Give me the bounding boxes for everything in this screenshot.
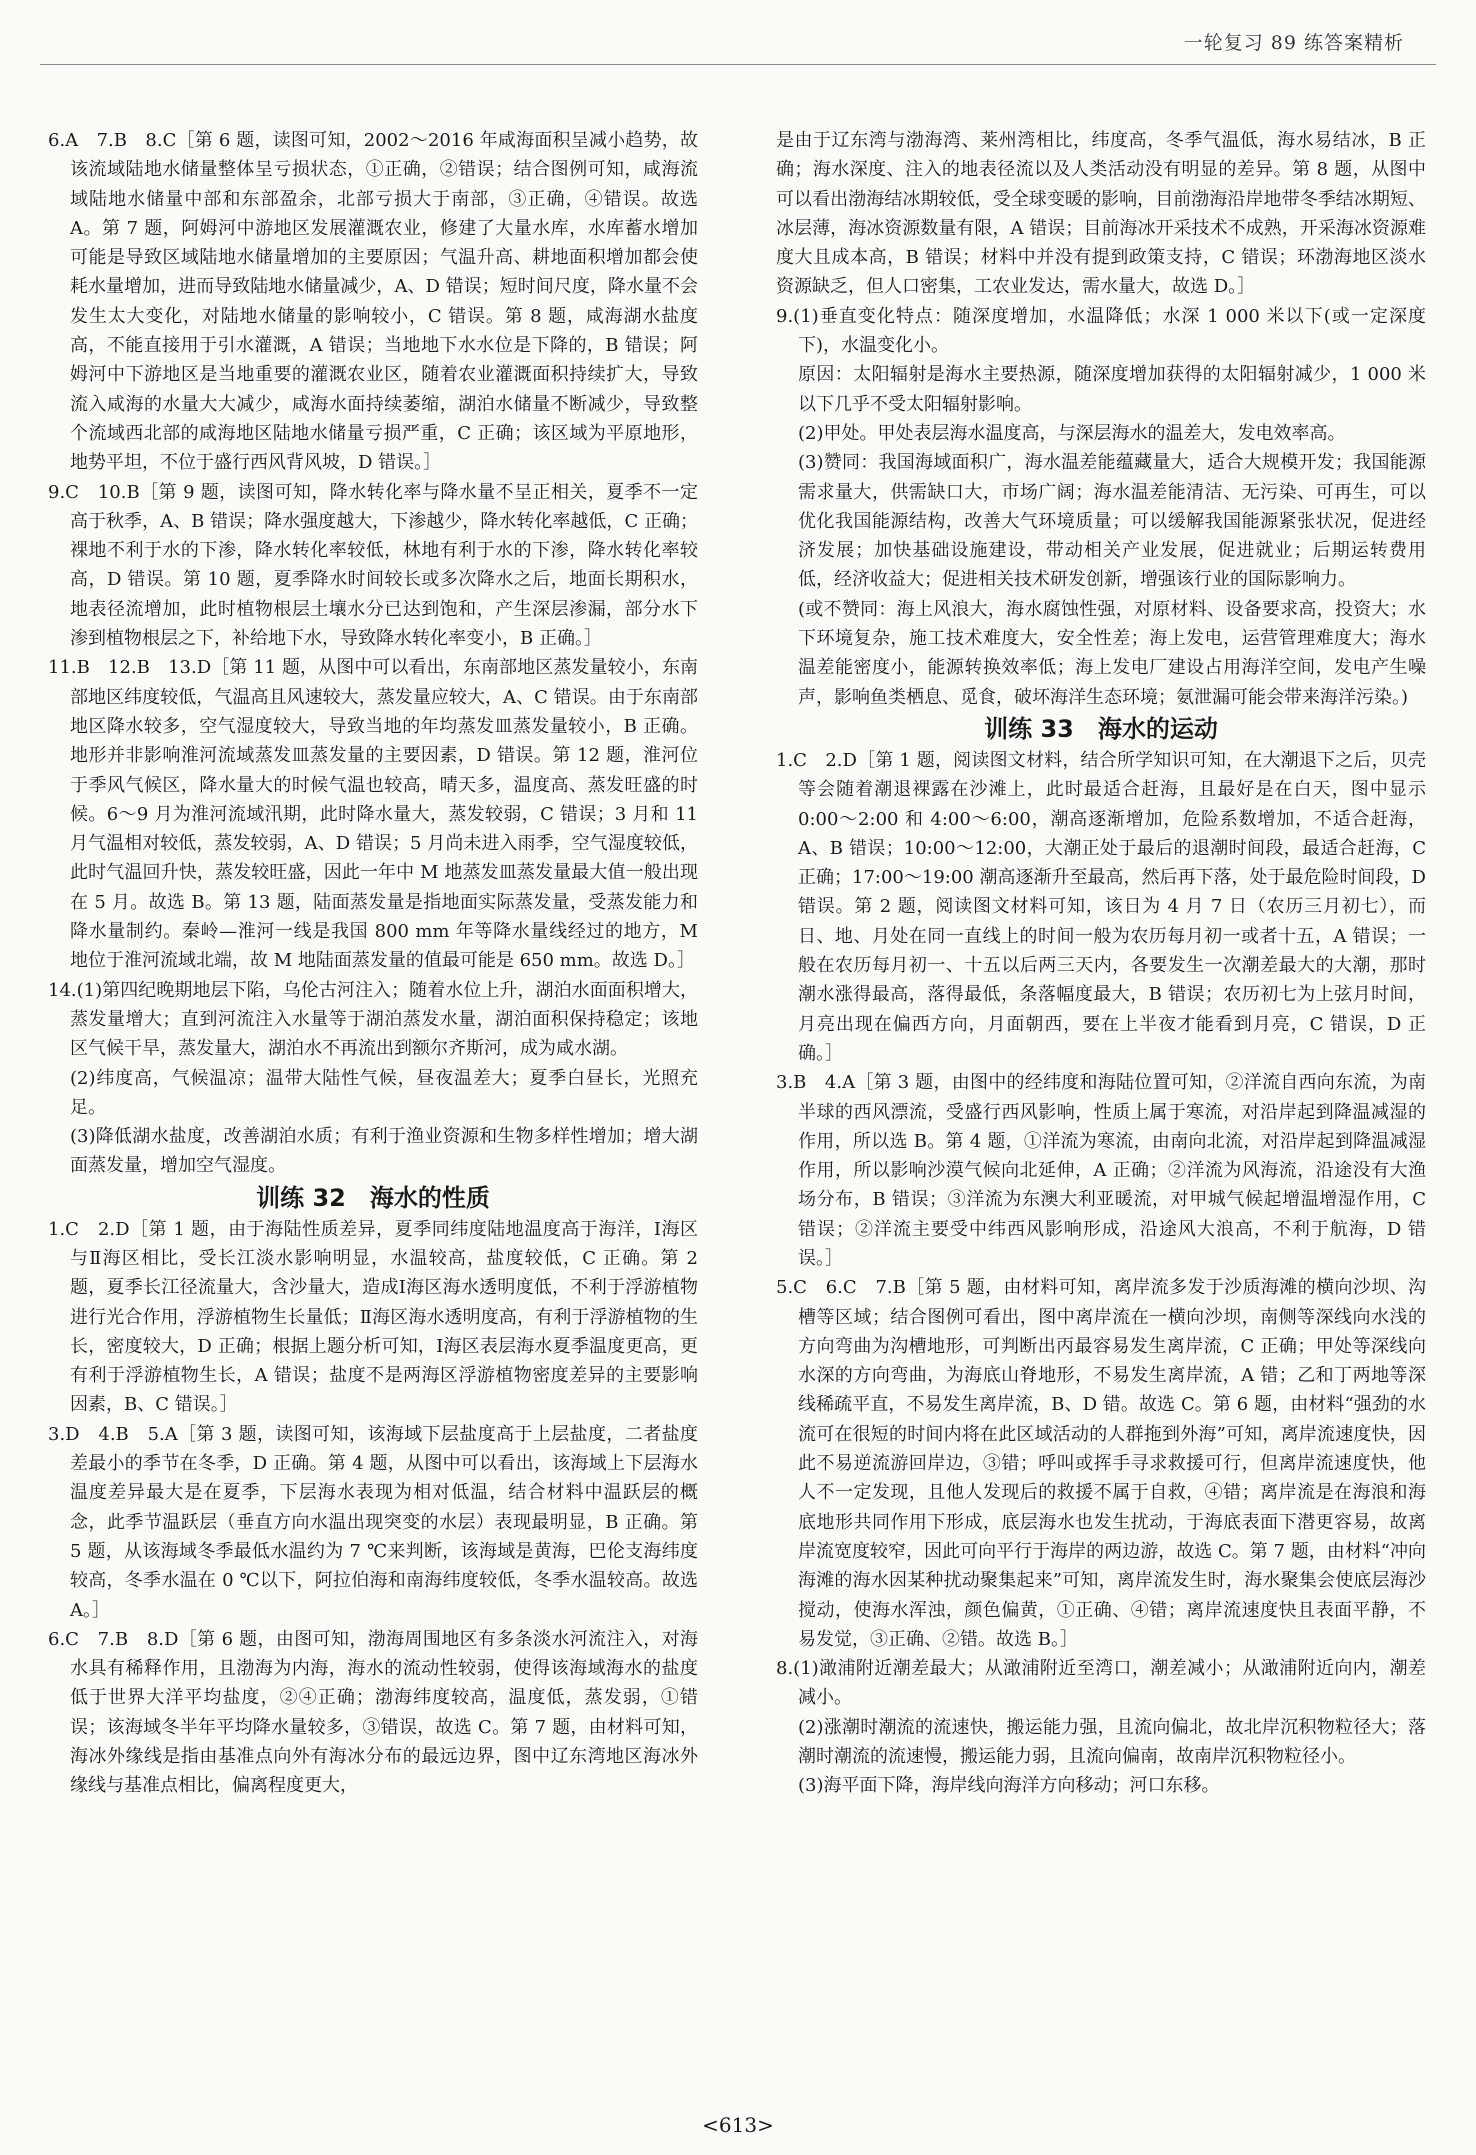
answer-14-part2: (2)纬度高，气候温凉；温带大陆性气候，昼夜温差大；夏季白昼长，光照充足。 [70, 1067, 698, 1118]
answer-32-9-reason: 原因：太阳辐射是海水主要热源，随深度增加获得的太阳辐射减少，1 000 米以下几乎不受太阳辐射影响。 [798, 364, 1426, 415]
answer-33-3-4: 3.B 4.A［第 3 题，由图中的经纬度和海陆位置可知，②洋流自西向东流，为南半球的西风漂流，受盛行西风影响，性质上属于寒流，对沿岸起到降温减湿的作用，所以选 B。第 4 题，①洋流为寒流，由南向北流，对沿岸起到降温减湿作用，所以影响沙漠气候向北延伸，A 正确；②洋流为风海流，沿途没有大渔场分布，B 错误；③洋流为东澳大利亚暖流，对甲城气候起增温增湿作用，C 错误；②洋流主要受中纬西风影响形成，沿途风大浪高，不利于航海，D 错误。］ [776, 1072, 1426, 1269]
left-column [48, 126, 698, 1801]
answer-14-part3: (3)降低湖水盐度，改善湖泊水质；有利于渔业资源和生物多样性增加；增大湖面蒸发量，增加空气湿度。 [70, 1126, 698, 1177]
answer-6-8: 6.A 7.B 8.C［第 6 题，读图可知，2002～2016 年咸海面积呈减小趋势，故该流域陆地水储量整体呈亏损状态，①正确，②错误；结合图例可知，咸海流域陆地水储量中部和东部盈余，北部亏损大于南部，③正确，④错误。故选 A。第 7 题，阿姆河中游地区发展灌溉农业，修建了大量水库，水库蓄水增加可能是导致区域陆地水储量增加的主要原因；气温升高、耕地面积增加都会使耗水量增加，进而导致陆地水储量减少，A、D 错误；短时间尺度，降水量不会发生太大变化，对陆地水储量的影响较小，C 错误。第 8 题，咸海湖水盐度高，不能直接用于引水灌溉，A 错误；当地地下水水位是下降的，B 错误；阿姆河中下游地区是当地重要的灌溉农业区，随着农业灌溉面积持续扩大，导致流入咸海的水量大大减少，咸海水面持续萎缩，湖泊水储量不断减少，导致整个流域西北部的咸海地区陆地水储量亏损严重，C 正确；该区域为平原地形，地势平坦，不位于盛行西风背风坡，D 错误。］ [48, 130, 698, 474]
header-divider [40, 64, 1436, 65]
answer-32-3-5: 3.D 4.B 5.A［第 3 题，读图可知，该海域下层盐度高于上层盐度，二者盐度差最小的季节在冬季，D 正确。第 4 题，从图中可以看出，该海域上下层海水温度差异最大是在夏季，下层海水表现为相对低温，结合材料中温跃层的概念，此季节温跃层（垂直方向水温出现突变的水层）表现最明显，B 正确。第 5 题，从该海域冬季最低水温约为 7 ℃来判断，该海域是黄海，巴伦支海纬度较高，冬季水温在 0 ℃以下，阿拉伯海和南海纬度较低，冬季水温较高。故选 A。］ [48, 1423, 698, 1621]
section-title-32: 训练 32 海水的性质 [256, 1183, 490, 1212]
answer-32-9-part1: 9.(1)垂直变化特点：随深度增加，水温降低；水深 1 000 米以下(或一定深度下)，水温变化小。 [776, 305, 1426, 357]
answer-32-6-8: 6.C 7.B 8.D［第 6 题，由图可知，渤海周围地区有多条淡水河流注入，对海水具有稀释作用，且渤海为内海，海水的流动性较弱，使得该海域海水的盐度低于世界大洋平均盐度，②④正确；渤海纬度较高，温度低，蒸发弱，①错误；该海域冬半年平均降水量较多，③错误，故选 C。第 7 题，由材料可知，海冰外缘线是指由基准点向外有海冰分布的最远边界，图中辽东湾地区海冰外缘线与基准点相比，偏离程度更大， [48, 1628, 698, 1797]
answer-32-6-8-continued: 是由于辽东湾与渤海湾、莱州湾相比，纬度高，冬季气温低，海水易结冰，B 正确；海水深度、注入的地表径流以及人类活动没有明显的差异。第 8 题，从图中可以看出渤海结冰期较低，受全球变暖的影响，目前渤海沿岸地带冬季结冰期短、冰层薄，海冰资源数量有限，A 错误；目前海冰开采技术不成熟，开采海冰资源难度大且成本高，B 错误；材料中并没有提到政策支持，C 错误；环渤海地区淡水资源缺乏，但人口密集，工农业发达，需水量大，故选 D。］ [776, 130, 1426, 298]
answer-9-10: 9.C 10.B［第 9 题，读图可知，降水转化率与降水量不呈正相关，夏季不一定高于秋季，A、B 错误；降水强度越大，下渗越少，降水转化率越低，C 正确；裸地不利于水的下渗，降水转化率较低，林地有利于水的下渗，降水转化率较高，D 错误。第 10 题，夏季降水时间较长或多次降水之后，地面长期积水，地表径流增加，此时植物根层土壤水分已达到饱和，产生深层渗漏，部分水下渗到植物根层之下，补给地下水，导致降水转化率变小，B 正确。］ [48, 481, 698, 650]
section-title-33: 训练 33 海水的运动 [984, 714, 1218, 743]
answer-14-part1: 14.(1)第四纪晚期地层下陷，乌伦古河注入；随着水位上升，湖泊水面面积增大，蒸发量增大；直到河流注入水量等于湖泊蒸发水量，湖泊面积保持稳定；该地区气候干旱，蒸发量大，湖泊水不再流出到额尔齐斯河，成为咸水湖。 [48, 979, 698, 1060]
answer-33-8-part2: (2)涨潮时潮流的流速快，搬运能力强，且流向偏北，故北岸沉积物粒径大；落潮时潮流的流速慢，搬运能力弱，且流向偏南，故南岸沉积物粒径小。 [798, 1716, 1426, 1768]
answer-32-9-part3: (3)赞同：我国海域面积广，海水温差能蕴藏量大，适合大规模开发；我国能源需求量大，供需缺口大，市场广阔；海水温差能清洁、无污染、可再生，可以优化我国能源结构，改善大气环境质量；可以缓解我国能源紧张状况，促进经济发展；加快基础设施建设，带动相关产业发展，促进就业；后期运转费用低，经济收益大；促进相关技术研发创新，增强该行业的国际影响力。 [798, 452, 1426, 591]
answer-33-8-part3: (3)海平面下降，海岸线向海洋方向移动；河口东移。 [798, 1775, 1220, 1797]
answer-32-1-2: 1.C 2.D［第 1 题，由于海陆性质差异，夏季同纬度陆地温度高于海洋，Ⅰ海区与Ⅱ海区相比，受长江淡水影响明显，水温较高，盐度较低，C 正确。第 2 题，夏季长江径流量大，含沙量大，造成Ⅰ海区海水透明度低，不利于浮游植物进行光合作用，浮游植物生长量低；Ⅱ海区海水透明度高，有利于浮游植物的生长，密度较大，D 正确；根据上题分析可知，Ⅰ海区表层海水夏季温度更高，更有利于浮游植物生长，A 错误；盐度不是两海区浮游植物密度差异的主要影响因素，B、C 错误。］ [48, 1218, 698, 1416]
answer-32-9-part3-alt: (或不赞同：海上风浪大，海水腐蚀性强，对原材料、设备要求高，投资大；水下环境复杂，施工技术难度大，安全性差；海上发电，运营管理难度大；海水温差能密度小，能源转换效率低；海上发电厂建设占用海洋空间，发电产生噪声，影响鱼类栖息、觅食，破坏海洋生态环境；氨泄漏可能会带来海洋污染。) [798, 598, 1426, 708]
answer-33-8-part1: 8.(1)澉浦附近潮差最大；从澉浦附近至湾口，潮差减小；从澉浦附近向内，潮差减小。 [776, 1658, 1426, 1709]
answer-32-9-part2: (2)甲处。甲处表层海水温度高，与深层海水的温差大，发电效率高。 [798, 422, 1346, 444]
running-header: 一轮复习 89 练答案精析 [1183, 32, 1404, 54]
right-column [776, 126, 1426, 1801]
answer-33-5-7: 5.C 6.C 7.B［第 5 题，由材料可知，离岸流多发于沙质海滩的横向沙坝、沟槽等区域；结合图例可看出，图中离岸流在一横向沙坝，南侧等深线向水浅的方向弯曲为沟槽地形，可判断出丙最容易发生离岸流，C 正确；甲处等深线向水深的方向弯曲，为海底山脊地形，不易发生离岸流，A 错；乙和丁两地等深线稀疏平直，不易发生离岸流，B、D 错。故选 C。第 6 题，由材料“强劲的水流可在很短的时间内将在此区域活动的人群拖到外海”可知，离岸流速度快，因此不易逆流游回岸边，③错；呼叫或挥手寻求救援可行，但离岸流速度快，他人不一定发现，且他人发现后的救援不属于自救，④错；离岸流是在海浪和海底地形共同作用下形成，底层海水也发生扰动，于海底表面下潜更容易，故离岸流宽度较窄，因此可向平行于海岸的两边游，故选 C。第 7 题，由材料“冲向海滩的海水因某种扰动聚集起来”可知，离岸流发生时，海水聚集会使底层海沙搅动，使海水浑浊，颜色偏黄，①正确、④错；离岸流速度快且表面平静，不易发觉，③正确、②错。故选 B。］ [776, 1277, 1426, 1650]
answer-11-13: 11.B 12.B 13.D［第 11 题，从图中可以看出，东南部地区蒸发量较小，东南部地区纬度较低，气温高且风速较大，蒸发量应较大，A、C 错误。由于东南部地区降水较多，空气湿度较大，导致当地的年均蒸发皿蒸发量较小，B 正确。地形并非影响淮河流域蒸发皿蒸发量的主要因素，D 错误。第 12 题，淮河位于季风气候区，降水量大的时候气温也较高，晴天多，温度高、蒸发旺盛的时候。6～9 月为淮河流域汛期，此时降水量大，蒸发较弱，C 错误；3 月和 11 月气温相对较低，蒸发较弱，A、D 错误；5 月尚未进入雨季，空气湿度较低，此时气温回升快，蒸发较旺盛，因此一年中 M 地蒸发皿蒸发量最大值一般出现在 5 月。故选 B。第 13 题，陆面蒸发量是指地面实际蒸发量，受蒸发能力和降水量制约。秦岭—淮河一线是我国 800 mm 年等降水量线经过的地方，M 地位于淮河流域北端，故 M 地陆面蒸发量的值最可能是 650 mm。故选 D。］ [48, 657, 698, 972]
page-number: <613> [702, 2113, 774, 2137]
answer-33-1-2: 1.C 2.D［第 1 题，阅读图文材料，结合所学知识可知，在大潮退下之后，贝壳等会随着潮退裸露在沙滩上，此时最适合赶海，且最好是在白天，图中显示 0:00～2:00 和 4:00～6:00，潮高逐渐增加，危险系数增加，不适合赶海，A、B 错误；10:00～12:00，大潮正处于最后的退潮时间段，最适合赶海，C 正确；17:00～19:00 潮高逐渐升至最高，然后再下落，处于最危险时间段，D 错误。第 2 题，阅读图文材料可知，该日为 4 月 7 日（农历三月初七），而日、地、月处在同一直线上的时间一般为农历每月初一或者十五，A 错误；一般在农历每月初一、十五以后两三天内，各要发生一次潮差最大的大潮，那时潮水涨得最高，落得最低，条落幅度最大，B 错误；农历初七为上弦月时间，月亮出现在偏西方向，月面朝西，要在上半夜才能看到月亮，C 错误，D 正确。］ [776, 749, 1426, 1064]
